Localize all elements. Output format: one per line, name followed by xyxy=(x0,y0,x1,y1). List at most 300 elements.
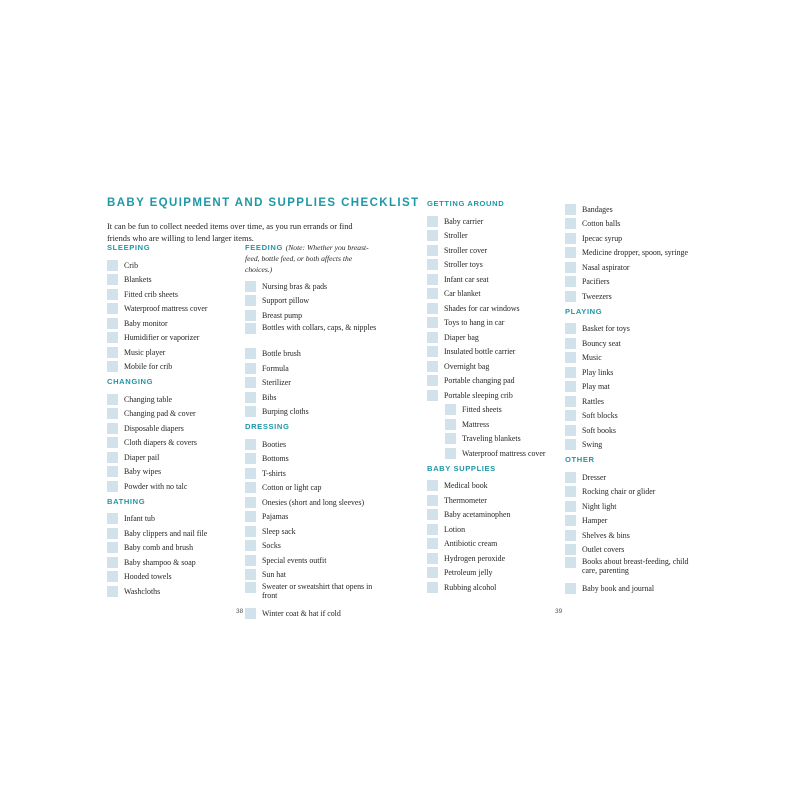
checklist-item[interactable] xyxy=(107,392,237,407)
checklist-item[interactable] xyxy=(107,436,237,451)
checklist-item[interactable] xyxy=(107,541,237,556)
checklist-item[interactable] xyxy=(565,485,700,500)
checkbox[interactable] xyxy=(245,608,256,619)
checkbox[interactable] xyxy=(427,332,438,343)
checklist-item[interactable] xyxy=(565,438,700,453)
checklist-item-label: Breast pump xyxy=(262,310,303,320)
checklist-item-label: Swing xyxy=(582,440,603,450)
checkbox[interactable] xyxy=(445,433,456,444)
checklist-item[interactable] xyxy=(107,555,237,570)
checklist-item-label: T-shirts xyxy=(262,468,286,478)
checklist-item[interactable] xyxy=(245,361,380,376)
checklist-item[interactable] xyxy=(107,287,237,302)
checkbox[interactable] xyxy=(427,582,438,593)
checklist-item-label: Support pillow xyxy=(262,296,310,306)
checkbox[interactable] xyxy=(565,367,576,378)
section-heading-changing: CHANGING xyxy=(107,377,154,386)
checklist-item-label: Stroller xyxy=(444,231,468,241)
checkbox[interactable] xyxy=(107,423,118,434)
checkbox[interactable] xyxy=(565,396,576,407)
checklist-item[interactable] xyxy=(427,258,562,273)
checklist-item-label: Traveling blankets xyxy=(462,434,521,444)
checkbox[interactable] xyxy=(427,375,438,386)
checklist-item[interactable] xyxy=(245,437,380,452)
checklist-item[interactable] xyxy=(427,316,562,331)
checklist-item[interactable] xyxy=(427,566,562,581)
checklist-item-label: Baby clippers and nail file xyxy=(124,528,208,538)
checkbox[interactable] xyxy=(427,346,438,357)
checkbox[interactable] xyxy=(565,501,576,512)
checklist-item-label: Lotion xyxy=(444,524,466,534)
checklist-item[interactable] xyxy=(565,365,700,380)
checklist-item-label: Infant tub xyxy=(124,514,155,524)
column-right-1 xyxy=(427,197,562,595)
checklist-item-label: Soft books xyxy=(582,425,616,435)
checkbox[interactable] xyxy=(245,497,256,508)
checklist-item-label: Baby carrier xyxy=(444,216,484,226)
checklist-item[interactable] xyxy=(245,405,380,420)
checklist-item-label: Ipecac syrup xyxy=(582,233,623,243)
checklist-item[interactable] xyxy=(565,557,700,581)
checklist-item-label: Hydrogen peroxide xyxy=(444,553,506,563)
checkbox[interactable] xyxy=(427,495,438,506)
checkbox[interactable] xyxy=(107,408,118,419)
checkbox[interactable] xyxy=(107,481,118,492)
section-heading-feeding xyxy=(245,242,375,275)
checkbox[interactable] xyxy=(565,338,576,349)
checklist-item-label: Pacifiers xyxy=(582,277,610,287)
checkbox[interactable] xyxy=(565,439,576,450)
checklist-item[interactable] xyxy=(107,421,237,436)
checkbox[interactable] xyxy=(107,528,118,539)
checkbox[interactable] xyxy=(445,404,456,415)
list-changing xyxy=(107,392,237,494)
checklist-item-label: Medicine dropper, spoon, syringe xyxy=(582,248,688,258)
checklist-item-label: Changing pad & cover xyxy=(124,409,196,419)
checklist-item-label: Changing table xyxy=(124,394,172,404)
checklist-item[interactable] xyxy=(107,407,237,422)
checkbox[interactable] xyxy=(445,448,456,459)
checklist-item[interactable] xyxy=(107,316,237,331)
checklist-item-label: Fitted crib sheets xyxy=(124,289,178,299)
checkbox[interactable] xyxy=(245,511,256,522)
checklist-item[interactable] xyxy=(565,351,700,366)
checkbox[interactable] xyxy=(565,530,576,541)
checklist-item[interactable] xyxy=(427,479,562,494)
checklist-item[interactable] xyxy=(107,584,237,599)
checkbox[interactable] xyxy=(565,425,576,436)
checkbox[interactable] xyxy=(107,347,118,358)
checklist-item-label: Bouncy seat xyxy=(582,338,621,348)
checkbox[interactable] xyxy=(245,526,256,537)
intro-text: It can be fun to collect needed items over time, as you run errands or find friends who are willing to lend larger items. xyxy=(107,222,353,243)
checkbox[interactable] xyxy=(427,259,438,270)
feeding-note: (Note: Whether you breast-feed, bottle feed, or both affects the choices.) xyxy=(245,243,369,274)
checkbox[interactable] xyxy=(427,245,438,256)
checkbox[interactable] xyxy=(565,381,576,392)
checklist-item-label: Outlet covers xyxy=(582,545,625,555)
checklist-item[interactable] xyxy=(565,260,700,275)
checkbox[interactable] xyxy=(107,466,118,477)
checklist-item-label: Waterproof mattress cover xyxy=(124,304,208,314)
checklist-item[interactable] xyxy=(427,432,562,447)
checkbox[interactable] xyxy=(565,515,576,526)
checkbox[interactable] xyxy=(107,361,118,372)
section-heading-baby-supplies: BABY SUPPLIES xyxy=(427,463,496,473)
section-heading-playing: PLAYING xyxy=(565,306,603,316)
checklist-item[interactable] xyxy=(107,273,237,288)
checklist-item-label: Disposable diapers xyxy=(124,423,184,433)
checkbox[interactable] xyxy=(427,390,438,401)
checkbox[interactable] xyxy=(427,509,438,520)
checkbox[interactable] xyxy=(565,472,576,483)
list-sleeping xyxy=(107,258,237,374)
checkbox[interactable] xyxy=(245,468,256,479)
checklist-item-label: Bottle brush xyxy=(262,349,301,359)
checklist-item[interactable] xyxy=(565,380,700,395)
checklist-item[interactable] xyxy=(427,508,562,523)
column-right-2 xyxy=(565,202,700,596)
checklist-item[interactable] xyxy=(245,553,380,568)
checklist-item[interactable] xyxy=(107,258,237,273)
checklist-item-label: Diaper bag xyxy=(444,332,479,342)
checklist-item[interactable] xyxy=(565,543,700,558)
checklist-item-label: Medical book xyxy=(444,481,488,491)
checklist-item-label: Cotton balls xyxy=(582,219,621,229)
column-left xyxy=(107,241,237,599)
checkbox[interactable] xyxy=(245,569,256,580)
checklist-item-label: Dresser xyxy=(582,472,607,482)
checklist-item-label: Rattles xyxy=(582,396,604,406)
checkbox[interactable] xyxy=(107,289,118,300)
checkbox[interactable] xyxy=(565,410,576,421)
checkbox[interactable] xyxy=(245,281,256,292)
checklist-item-label: Rubbing alcohol xyxy=(444,582,497,592)
checkbox[interactable] xyxy=(107,318,118,329)
checkbox[interactable] xyxy=(427,538,438,549)
checkbox[interactable] xyxy=(565,218,576,229)
checklist-item-label: Soft blocks xyxy=(582,411,618,421)
checkbox[interactable] xyxy=(427,553,438,564)
checklist-item-label: Overnight bag xyxy=(444,361,490,371)
checklist-item-label: Bandages xyxy=(582,204,613,214)
checklist-item[interactable] xyxy=(107,512,237,527)
checkbox[interactable] xyxy=(107,260,118,271)
checklist-item[interactable] xyxy=(107,570,237,585)
checkbox[interactable] xyxy=(107,303,118,314)
checklist-item-label: Burping cloths xyxy=(262,407,309,417)
checkbox[interactable] xyxy=(107,452,118,463)
checkbox[interactable] xyxy=(565,233,576,244)
checklist-item[interactable] xyxy=(565,336,700,351)
checklist-item-label: Night light xyxy=(582,501,617,511)
page-number-right: 39 xyxy=(555,608,563,615)
checklist-item[interactable] xyxy=(565,528,700,543)
checkbox[interactable] xyxy=(245,406,256,417)
checklist-item[interactable] xyxy=(245,294,380,309)
checklist-item-label: Insulated bottle carrier xyxy=(444,347,516,357)
checklist-item[interactable] xyxy=(427,537,562,552)
checklist-item[interactable] xyxy=(245,539,380,554)
checklist-item[interactable] xyxy=(427,359,562,374)
list-bathing xyxy=(107,512,237,599)
checklist-item-label: Sweater or sweatshirt that opens in front xyxy=(262,582,373,600)
checklist-item-label: Tweezers xyxy=(582,291,612,301)
checklist-item[interactable] xyxy=(565,275,700,290)
checkbox[interactable] xyxy=(427,480,438,491)
checkbox[interactable] xyxy=(427,216,438,227)
checklist-item[interactable] xyxy=(427,493,562,508)
column-middle xyxy=(245,242,380,621)
section-heading-dressing: DRESSING xyxy=(245,422,290,431)
checklist-item[interactable] xyxy=(245,323,380,347)
checklist-item-label: Crib xyxy=(124,260,139,270)
page-number-left: 38 xyxy=(236,608,244,615)
checklist-item-label: Formula xyxy=(262,363,289,373)
checkbox[interactable] xyxy=(245,453,256,464)
checkbox[interactable] xyxy=(107,571,118,582)
checklist-item[interactable] xyxy=(245,452,380,467)
list-other xyxy=(565,470,700,596)
checklist-item-label: Shades for car windows xyxy=(444,303,520,313)
checkbox[interactable] xyxy=(445,419,456,430)
checklist-item[interactable] xyxy=(565,514,700,529)
checklist-item[interactable] xyxy=(427,214,562,229)
checklist-item[interactable] xyxy=(427,580,562,595)
checklist-item[interactable] xyxy=(245,568,380,583)
checkbox[interactable] xyxy=(565,247,576,258)
checklist-item[interactable] xyxy=(245,279,380,294)
checklist-item-label: Stroller cover xyxy=(444,245,488,255)
checklist-item[interactable] xyxy=(245,582,380,606)
checklist-item-label: Waterproof mattress cover xyxy=(462,448,546,458)
checklist-item[interactable] xyxy=(565,423,700,438)
checklist-item-label: Nasal aspirator xyxy=(582,262,630,272)
checklist-item[interactable] xyxy=(245,466,380,481)
checklist-item[interactable] xyxy=(427,551,562,566)
checklist-item-label: Fitted sheets xyxy=(462,405,502,415)
checkbox[interactable] xyxy=(245,540,256,551)
checkbox[interactable] xyxy=(245,377,256,388)
checklist-item-label: Blankets xyxy=(124,275,152,285)
checkbox[interactable] xyxy=(107,274,118,285)
checklist-item[interactable] xyxy=(245,347,380,362)
checklist-item[interactable] xyxy=(427,272,562,287)
checkbox[interactable] xyxy=(245,323,256,334)
checkbox[interactable] xyxy=(245,363,256,374)
checkbox[interactable] xyxy=(107,513,118,524)
checklist-item[interactable] xyxy=(245,606,380,621)
checkbox[interactable] xyxy=(107,437,118,448)
checklist-item-label: Music player xyxy=(124,347,166,357)
checkbox[interactable] xyxy=(427,288,438,299)
checklist-item[interactable] xyxy=(565,322,700,337)
checklist-item-label: Sun hat xyxy=(262,570,286,580)
checkbox[interactable] xyxy=(245,310,256,321)
checklist-item-label: Onesies (short and long sleeves) xyxy=(262,497,365,507)
checklist-item[interactable] xyxy=(427,446,562,461)
checklist-item-label: Pajamas xyxy=(262,512,289,522)
checklist-item-label: Infant car seat xyxy=(444,274,489,284)
section-heading-getting-around: GETTING AROUND xyxy=(427,199,505,208)
checklist-item-label: Play links xyxy=(582,367,614,377)
checkbox[interactable] xyxy=(245,295,256,306)
checklist-item[interactable] xyxy=(427,229,562,244)
checklist-item[interactable] xyxy=(107,465,237,480)
checklist-item[interactable] xyxy=(565,409,700,424)
list-playing xyxy=(565,322,700,453)
checkbox[interactable] xyxy=(565,323,576,334)
list-getting-around-sub xyxy=(427,403,562,461)
checklist-item-label: Portable changing pad xyxy=(444,376,515,386)
checklist-item-label: Humidifier or vaporizer xyxy=(124,333,200,343)
checklist-item[interactable] xyxy=(427,345,562,360)
checklist-item-label: Thermometer xyxy=(444,495,487,505)
checkbox[interactable] xyxy=(427,524,438,535)
checkbox[interactable] xyxy=(245,348,256,359)
checklist-item[interactable] xyxy=(427,243,562,258)
checkbox[interactable] xyxy=(107,557,118,568)
checklist-item-label: Mattress xyxy=(462,419,490,429)
checklist-item-label: Mobile for crib xyxy=(124,362,173,372)
checklist-item-label: Sterilizer xyxy=(262,378,291,388)
list-dressing xyxy=(245,437,380,621)
checklist-item[interactable] xyxy=(107,331,237,346)
checklist-item-label: Bibs xyxy=(262,392,277,402)
checklist-item-label: Powder with no talc xyxy=(124,481,188,491)
list-misc xyxy=(565,202,700,304)
checkbox[interactable] xyxy=(427,230,438,241)
checklist-item-label: Bottoms xyxy=(262,454,289,464)
checklist-item-label: Sleep sack xyxy=(262,526,296,536)
checklist-item[interactable] xyxy=(245,524,380,539)
checklist-item-label: Winter coat & hat if cold xyxy=(262,608,341,618)
checkbox[interactable] xyxy=(565,583,576,594)
checklist-item[interactable] xyxy=(427,374,562,389)
checklist-item-label: Special events outfit xyxy=(262,555,327,565)
checklist-item[interactable] xyxy=(427,388,562,403)
checklist-item-label: Car blanket xyxy=(444,289,481,299)
checklist-item[interactable] xyxy=(565,289,700,304)
checkbox[interactable] xyxy=(245,555,256,566)
list-baby-supplies xyxy=(427,479,562,595)
checkbox[interactable] xyxy=(107,586,118,597)
checkbox[interactable] xyxy=(565,544,576,555)
checklist-item[interactable] xyxy=(427,287,562,302)
checklist-item[interactable] xyxy=(565,499,700,514)
checklist-item[interactable] xyxy=(107,479,237,494)
checklist-item[interactable] xyxy=(565,217,700,232)
checklist-item-label: Rocking chair or glider xyxy=(582,487,656,497)
checklist-item-label: Baby comb and brush xyxy=(124,543,194,553)
checkbox[interactable] xyxy=(565,291,576,302)
checklist-item-label: Baby shampoo & soap xyxy=(124,557,196,567)
page-title: BABY EQUIPMENT AND SUPPLIES CHECKLIST xyxy=(107,197,420,209)
checklist-item[interactable] xyxy=(565,202,700,217)
checkbox[interactable] xyxy=(565,557,576,568)
checklist-item-label: Basket for toys xyxy=(582,324,630,334)
checklist-item-label: Cotton or light cap xyxy=(262,483,322,493)
checkbox[interactable] xyxy=(427,317,438,328)
checkbox[interactable] xyxy=(427,361,438,372)
checklist-item[interactable] xyxy=(107,450,237,465)
checklist-item-label: Nursing bras & pads xyxy=(262,281,328,291)
checklist-item-label: Shelves & bins xyxy=(582,530,630,540)
section-heading-other: OTHER xyxy=(565,455,595,464)
checklist-item-label: Toys to hang in car xyxy=(444,318,505,328)
checkbox[interactable] xyxy=(427,567,438,578)
checklist-item[interactable] xyxy=(245,481,380,496)
checklist-item[interactable] xyxy=(245,510,380,525)
checklist-item[interactable] xyxy=(427,301,562,316)
checkbox[interactable] xyxy=(565,204,576,215)
checklist-item-label: Baby acetaminophen xyxy=(444,510,511,520)
checklist-item[interactable] xyxy=(245,390,380,405)
checklist-item[interactable] xyxy=(427,522,562,537)
checkbox[interactable] xyxy=(245,392,256,403)
checklist-item-label: Washcloths xyxy=(124,586,161,596)
checklist-item[interactable] xyxy=(565,470,700,485)
checklist-item-label: Booties xyxy=(262,439,287,449)
checklist-item-label: Baby wipes xyxy=(124,467,162,477)
section-heading-bathing: BATHING xyxy=(107,496,146,506)
checklist-item-label: Music xyxy=(582,353,602,363)
checkbox[interactable] xyxy=(565,262,576,273)
checklist-item[interactable] xyxy=(565,394,700,409)
checkbox[interactable] xyxy=(107,394,118,405)
checklist-item-label: Play mat xyxy=(582,382,610,392)
checklist-item[interactable] xyxy=(107,360,237,375)
feeding-heading-label: FEEDING xyxy=(245,243,283,252)
checklist-item[interactable] xyxy=(565,246,700,261)
checklist-item-label: Portable sleeping crib xyxy=(444,390,513,400)
checkbox[interactable] xyxy=(245,439,256,450)
checklist-item[interactable] xyxy=(427,417,562,432)
checkbox[interactable] xyxy=(565,486,576,497)
checklist-item-label: Hamper xyxy=(582,516,608,526)
checklist-item[interactable] xyxy=(107,526,237,541)
checklist-item[interactable] xyxy=(245,308,380,323)
checklist-item[interactable] xyxy=(427,330,562,345)
checklist-item-label: Antibiotic cream xyxy=(444,539,498,549)
checklist-item[interactable] xyxy=(107,345,237,360)
checklist-item-label: Books about breast-feeding, child care, parenting xyxy=(582,557,689,575)
checkbox[interactable] xyxy=(245,582,256,593)
checkbox[interactable] xyxy=(107,542,118,553)
checklist-item-label: Stroller toys xyxy=(444,260,483,270)
checklist-item[interactable] xyxy=(427,403,562,418)
checklist-item-label: Socks xyxy=(262,541,281,551)
checklist-item[interactable] xyxy=(245,495,380,510)
checkbox[interactable] xyxy=(107,332,118,343)
checklist-item[interactable] xyxy=(107,302,237,317)
checklist-item-label: Hooded towels xyxy=(124,572,172,582)
checkbox[interactable] xyxy=(427,303,438,314)
checkbox[interactable] xyxy=(565,276,576,287)
checklist-item[interactable] xyxy=(245,376,380,391)
checklist-item-label: Petroleum jelly xyxy=(444,568,493,578)
checklist-item-label: Baby monitor xyxy=(124,318,168,328)
checkbox[interactable] xyxy=(245,482,256,493)
list-getting-around xyxy=(427,214,562,403)
checklist-item[interactable] xyxy=(565,231,700,246)
checklist-item-label: Baby book and journal xyxy=(582,583,655,593)
checkbox[interactable] xyxy=(565,352,576,363)
checklist-item[interactable] xyxy=(565,581,700,596)
checkbox[interactable] xyxy=(427,274,438,285)
section-heading-sleeping: SLEEPING xyxy=(107,243,151,252)
checklist-item-label: Cloth diapers & covers xyxy=(124,438,197,448)
